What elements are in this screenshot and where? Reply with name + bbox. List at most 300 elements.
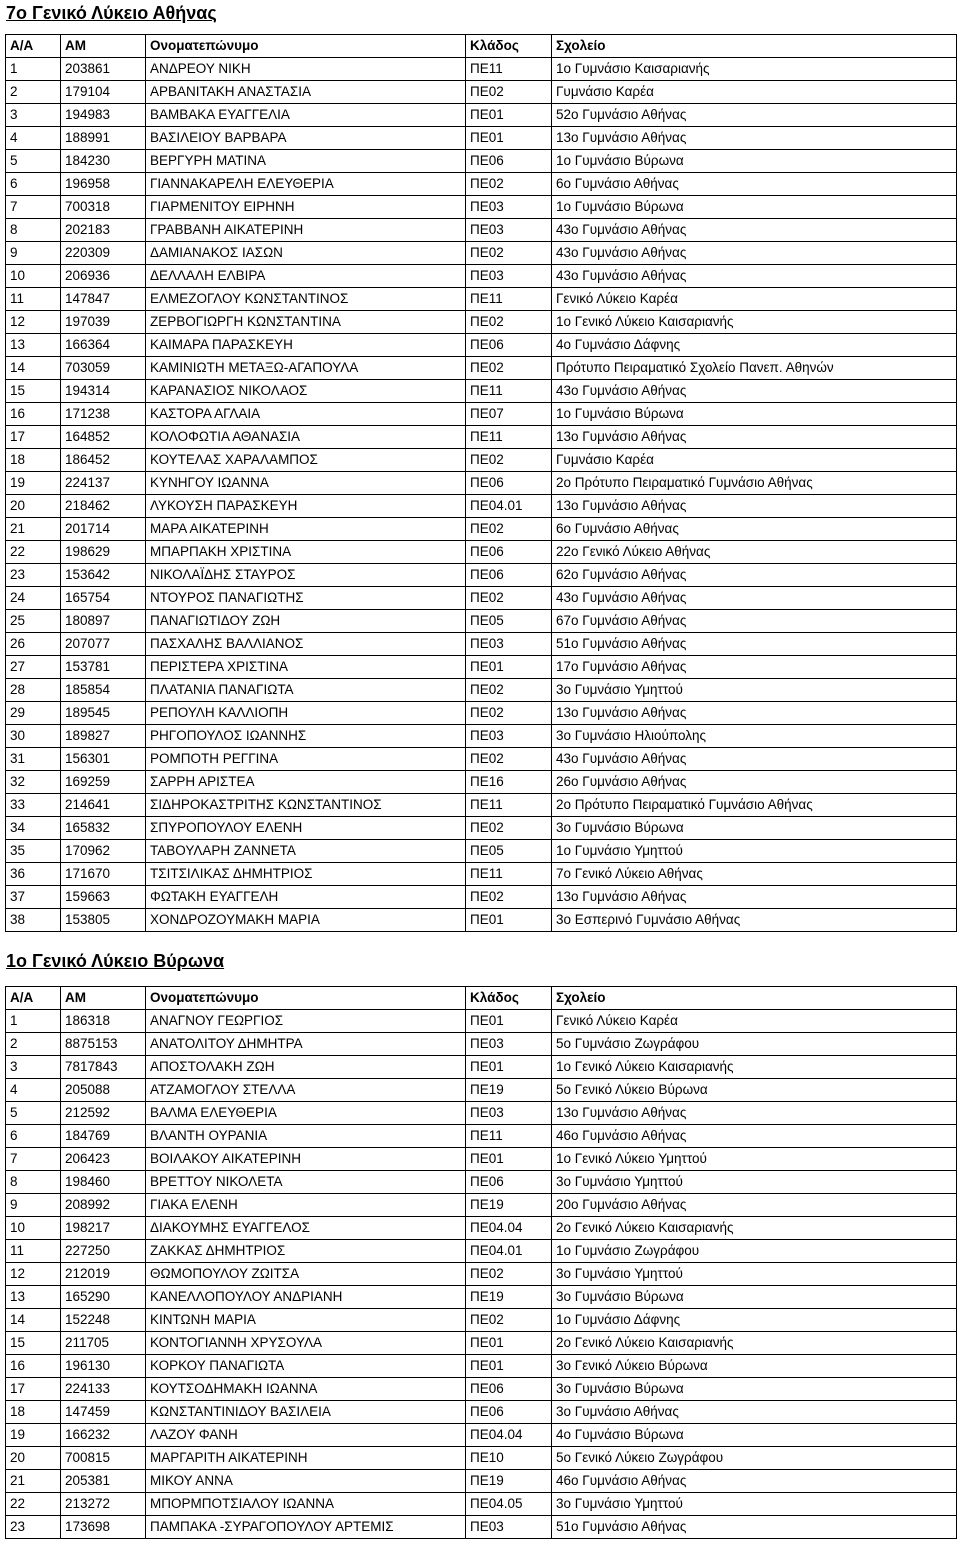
table-row bbox=[6, 311, 957, 334]
am-cell: 703059 bbox=[61, 357, 146, 380]
am-cell: 165290 bbox=[61, 1286, 146, 1309]
am-cell: 184230 bbox=[61, 150, 146, 173]
klados-cell: ΠΕ06 bbox=[466, 334, 552, 357]
school-cell: 6ο Γυμνάσιο Αθήνας bbox=[552, 518, 957, 541]
school-cell: Γυμνάσιο Καρέα bbox=[552, 81, 957, 104]
aa-cell: 35 bbox=[6, 840, 61, 863]
aa-cell: 27 bbox=[6, 656, 61, 679]
staff-table bbox=[5, 986, 957, 1539]
am-cell: 153805 bbox=[61, 909, 146, 932]
table-row bbox=[6, 1056, 957, 1079]
klados-cell: ΠΕ03 bbox=[466, 633, 552, 656]
aa-cell: 16 bbox=[6, 403, 61, 426]
am-cell: 214641 bbox=[61, 794, 146, 817]
school-cell: 3ο Γυμνάσιο Υμηττού bbox=[552, 1263, 957, 1286]
klados-cell: ΠΕ16 bbox=[466, 771, 552, 794]
name-cell: ΜΑΡΑ ΑΙΚΑΤΕΡΙΝΗ bbox=[146, 518, 466, 541]
name-cell: ΧΟΝΔΡΟΖΟΥΜΑΚΗ ΜΑΡΙΑ bbox=[146, 909, 466, 932]
name-cell: ΓΡΑΒΒΑΝΗ ΑΙΚΑΤΕΡΙΝΗ bbox=[146, 219, 466, 242]
aa-cell: 34 bbox=[6, 817, 61, 840]
school-cell: 1ο Γενικό Λύκειο Καισαριανής bbox=[552, 311, 957, 334]
aa-cell: 31 bbox=[6, 748, 61, 771]
aa-cell: 11 bbox=[6, 288, 61, 311]
table-row bbox=[6, 104, 957, 127]
name-cell: ΔΙΑΚΟΥΜΗΣ ΕΥΑΓΓΕΛΟΣ bbox=[146, 1217, 466, 1240]
klados-cell: ΠΕ02 bbox=[466, 748, 552, 771]
aa-cell: 38 bbox=[6, 909, 61, 932]
name-cell: ΠΕΡΙΣΤΕΡΑ ΧΡΙΣΤΙΝΑ bbox=[146, 656, 466, 679]
am-cell: 224133 bbox=[61, 1378, 146, 1401]
school-cell: 1ο Γενικό Λύκειο Υμηττού bbox=[552, 1148, 957, 1171]
school-cell: 13ο Γυμνάσιο Αθήνας bbox=[552, 426, 957, 449]
klados-cell: ΠΕ01 bbox=[466, 656, 552, 679]
name-cell: ΚΟΛΟΦΩΤΙΑ ΑΘΑΝΑΣΙΑ bbox=[146, 426, 466, 449]
am-cell: 212019 bbox=[61, 1263, 146, 1286]
am-cell: 179104 bbox=[61, 81, 146, 104]
am-cell: 205381 bbox=[61, 1470, 146, 1493]
am-cell: 170962 bbox=[61, 840, 146, 863]
aa-cell: 17 bbox=[6, 426, 61, 449]
klados-cell: ΠΕ01 bbox=[466, 1056, 552, 1079]
klados-cell: ΠΕ03 bbox=[466, 725, 552, 748]
name-cell: ΒΛΑΝΤΗ ΟΥΡΑΝΙΑ bbox=[146, 1125, 466, 1148]
klados-cell: ΠΕ04.04 bbox=[466, 1217, 552, 1240]
am-cell: 198460 bbox=[61, 1171, 146, 1194]
am-cell: 188991 bbox=[61, 127, 146, 150]
am-cell: 169259 bbox=[61, 771, 146, 794]
table-row bbox=[6, 1355, 957, 1378]
school-cell: 62ο Γυμνάσιο Αθήνας bbox=[552, 564, 957, 587]
table-row bbox=[6, 1401, 957, 1424]
am-cell: 171238 bbox=[61, 403, 146, 426]
aa-cell: 16 bbox=[6, 1355, 61, 1378]
school-cell: 13ο Γυμνάσιο Αθήνας bbox=[552, 495, 957, 518]
aa-cell: 20 bbox=[6, 1447, 61, 1470]
school-cell: 5ο Γυμνάσιο Ζωγράφου bbox=[552, 1033, 957, 1056]
school-cell: 4ο Γυμνάσιο Δάφνης bbox=[552, 334, 957, 357]
name-cell: ΒΟΙΛΑΚΟΥ ΑΙΚΑΤΕΡΙΝΗ bbox=[146, 1148, 466, 1171]
aa-cell: 36 bbox=[6, 863, 61, 886]
name-cell: ΔΑΜΙΑΝΑΚΟΣ ΙΑΣΩΝ bbox=[146, 242, 466, 265]
aa-cell: 13 bbox=[6, 334, 61, 357]
section-title: 7ο Γενικό Λύκειο Αθήνας bbox=[6, 3, 217, 23]
school-cell: 4ο Γυμνάσιο Βύρωνα bbox=[552, 1424, 957, 1447]
table-row bbox=[6, 1516, 957, 1539]
aa-cell: 6 bbox=[6, 1125, 61, 1148]
table-header-row bbox=[6, 35, 957, 58]
am-cell: 173698 bbox=[61, 1516, 146, 1539]
school-cell: 3ο Γυμνάσιο Υμηττού bbox=[552, 1493, 957, 1516]
school-cell: Πρότυπο Πειραματικό Σχολείο Πανεπ. Αθηνών bbox=[552, 357, 957, 380]
school-cell: 1ο Γενικό Λύκειο Καισαριανής bbox=[552, 1056, 957, 1079]
table-row bbox=[6, 748, 957, 771]
am-cell: 213272 bbox=[61, 1493, 146, 1516]
am-cell: 147847 bbox=[61, 288, 146, 311]
aa-cell: 29 bbox=[6, 702, 61, 725]
klados-cell: ΠΕ03 bbox=[466, 1102, 552, 1125]
am-cell: 171670 bbox=[61, 863, 146, 886]
klados-cell: ΠΕ01 bbox=[466, 1010, 552, 1033]
aa-cell: 7 bbox=[6, 1148, 61, 1171]
am-cell: 180897 bbox=[61, 610, 146, 633]
am-cell: 224137 bbox=[61, 472, 146, 495]
table-row bbox=[6, 886, 957, 909]
school-cell: 3ο Γυμνάσιο Υμηττού bbox=[552, 1171, 957, 1194]
klados-cell: ΠΕ07 bbox=[466, 403, 552, 426]
school-cell: 1ο Γυμνάσιο Δάφνης bbox=[552, 1309, 957, 1332]
aa-cell: 3 bbox=[6, 104, 61, 127]
am-cell: 165832 bbox=[61, 817, 146, 840]
table-row bbox=[6, 564, 957, 587]
school-cell: 3ο Γυμνάσιο Βύρωνα bbox=[552, 1378, 957, 1401]
name-cell: ΖΕΡΒΟΓΙΩΡΓΗ ΚΩΝΣΤΑΝΤΙΝΑ bbox=[146, 311, 466, 334]
am-cell: 227250 bbox=[61, 1240, 146, 1263]
name-cell: ΛΥΚΟΥΣΗ ΠΑΡΑΣΚΕΥΗ bbox=[146, 495, 466, 518]
table-row bbox=[6, 472, 957, 495]
table-row bbox=[6, 196, 957, 219]
table-row bbox=[6, 150, 957, 173]
name-cell: ΚΟΥΤΕΛΑΣ ΧΑΡΑΛΑΜΠΟΣ bbox=[146, 449, 466, 472]
am-cell: 198629 bbox=[61, 541, 146, 564]
klados-cell: ΠΕ11 bbox=[466, 794, 552, 817]
klados-cell: ΠΕ11 bbox=[466, 58, 552, 81]
school-cell: 51ο Γυμνάσιο Αθήνας bbox=[552, 1516, 957, 1539]
klados-cell: ΠΕ01 bbox=[466, 104, 552, 127]
klados-cell: ΠΕ04.05 bbox=[466, 1493, 552, 1516]
klados-cell: ΠΕ02 bbox=[466, 311, 552, 334]
am-cell: 194983 bbox=[61, 104, 146, 127]
klados-cell: ΠΕ06 bbox=[466, 150, 552, 173]
table-row bbox=[6, 610, 957, 633]
aa-cell: 11 bbox=[6, 1240, 61, 1263]
table-row bbox=[6, 725, 957, 748]
school-cell: 3ο Γυμνάσιο Υμηττού bbox=[552, 679, 957, 702]
aa-cell: 8 bbox=[6, 219, 61, 242]
name-cell: ΑΠΟΣΤΟΛΑΚΗ ΖΩΗ bbox=[146, 1056, 466, 1079]
name-cell: ΤΑΒΟΥΛΑΡΗ ΖΑΝΝΕΤΑ bbox=[146, 840, 466, 863]
klados-cell: ΠΕ03 bbox=[466, 1033, 552, 1056]
name-cell: ΓΙΑΝΝΑΚΑΡΕΛΗ ΕΛΕΥΘΕΡΙΑ bbox=[146, 173, 466, 196]
school-cell: 1ο Γυμνάσιο Καισαριανής bbox=[552, 58, 957, 81]
klados-cell: ΠΕ02 bbox=[466, 587, 552, 610]
name-cell: ΜΑΡΓΑΡΙΤΗ ΑΙΚΑΤΕΡΙΝΗ bbox=[146, 1447, 466, 1470]
name-cell: ΑΝΑΓΝΟΥ ΓΕΩΡΓΙΟΣ bbox=[146, 1010, 466, 1033]
am-cell: 208992 bbox=[61, 1194, 146, 1217]
school-cell: 1ο Γυμνάσιο Βύρωνα bbox=[552, 150, 957, 173]
am-cell: 164852 bbox=[61, 426, 146, 449]
name-cell: ΕΛΜΕΖΟΓΛΟΥ ΚΩΝΣΤΑΝΤΙΝΟΣ bbox=[146, 288, 466, 311]
table-row bbox=[6, 656, 957, 679]
klados-cell: ΠΕ06 bbox=[466, 1378, 552, 1401]
klados-cell: ΠΕ01 bbox=[466, 909, 552, 932]
klados-cell: ΠΕ01 bbox=[466, 1332, 552, 1355]
aa-cell: 32 bbox=[6, 771, 61, 794]
name-cell: ΘΩΜΟΠΟΥΛΟΥ ΖΩΙΤΣΑ bbox=[146, 1263, 466, 1286]
column-header-aa: Α/Α bbox=[6, 987, 61, 1010]
school-cell: 2ο Πρότυπο Πειραματικό Γυμνάσιο Αθήνας bbox=[552, 794, 957, 817]
name-cell: ΚΑΝΕΛΛΟΠΟΥΛΟΥ ΑΝΔΡΙΑΝΗ bbox=[146, 1286, 466, 1309]
klados-cell: ΠΕ05 bbox=[466, 840, 552, 863]
table-row bbox=[6, 909, 957, 932]
klados-cell: ΠΕ06 bbox=[466, 1401, 552, 1424]
aa-cell: 19 bbox=[6, 472, 61, 495]
am-cell: 156301 bbox=[61, 748, 146, 771]
name-cell: ΡΕΠΟΥΛΗ ΚΑΛΛΙΟΠΗ bbox=[146, 702, 466, 725]
am-cell: 184769 bbox=[61, 1125, 146, 1148]
klados-cell: ΠΕ02 bbox=[466, 518, 552, 541]
table-row bbox=[6, 702, 957, 725]
name-cell: ΒΑΣΙΛΕΙΟΥ ΒΑΡΒΑΡΑ bbox=[146, 127, 466, 150]
column-header-aa: Α/Α bbox=[6, 35, 61, 58]
klados-cell: ΠΕ06 bbox=[466, 472, 552, 495]
name-cell: ΑΤΖΑΜΟΓΛΟΥ ΣΤΕΛΛΑ bbox=[146, 1079, 466, 1102]
school-cell: 2ο Γενικό Λύκειο Καισαριανής bbox=[552, 1332, 957, 1355]
name-cell: ΑΡΒΑΝΙΤΑΚΗ ΑΝΑΣΤΑΣΙΑ bbox=[146, 81, 466, 104]
table-row bbox=[6, 840, 957, 863]
school-cell: 51ο Γυμνάσιο Αθήνας bbox=[552, 633, 957, 656]
school-cell: 43ο Γυμνάσιο Αθήνας bbox=[552, 748, 957, 771]
table-row bbox=[6, 1033, 957, 1056]
am-cell: 152248 bbox=[61, 1309, 146, 1332]
am-cell: 206423 bbox=[61, 1148, 146, 1171]
school-cell: 5ο Γενικό Λύκειο Βύρωνα bbox=[552, 1079, 957, 1102]
table-row bbox=[6, 219, 957, 242]
school-cell: 6ο Γυμνάσιο Αθήνας bbox=[552, 173, 957, 196]
school-cell: 46ο Γυμνάσιο Αθήνας bbox=[552, 1470, 957, 1493]
klados-cell: ΠΕ02 bbox=[466, 449, 552, 472]
klados-cell: ΠΕ03 bbox=[466, 196, 552, 219]
aa-cell: 17 bbox=[6, 1378, 61, 1401]
aa-cell: 9 bbox=[6, 1194, 61, 1217]
table-row bbox=[6, 1309, 957, 1332]
column-header-klados: Κλάδος bbox=[466, 987, 552, 1010]
klados-cell: ΠΕ19 bbox=[466, 1079, 552, 1102]
klados-cell: ΠΕ02 bbox=[466, 817, 552, 840]
name-cell: ΝΙΚΟΛΑΪΔΗΣ ΣΤΑΥΡΟΣ bbox=[146, 564, 466, 587]
school-cell: 67ο Γυμνάσιο Αθήνας bbox=[552, 610, 957, 633]
section-title: 1ο Γενικό Λύκειο Βύρωνα bbox=[6, 951, 225, 971]
am-cell: 212592 bbox=[61, 1102, 146, 1125]
name-cell: ΓΙΑΡΜΕΝΙΤΟΥ ΕΙΡΗΝΗ bbox=[146, 196, 466, 219]
aa-cell: 14 bbox=[6, 1309, 61, 1332]
table-row bbox=[6, 1079, 957, 1102]
table-row bbox=[6, 173, 957, 196]
name-cell: ΒΕΡΓΥΡΗ ΜΑΤΙΝΑ bbox=[146, 150, 466, 173]
table-row bbox=[6, 1332, 957, 1355]
table-row bbox=[6, 518, 957, 541]
table-row bbox=[6, 403, 957, 426]
school-cell: 52ο Γυμνάσιο Αθήνας bbox=[552, 104, 957, 127]
klados-cell: ΠΕ01 bbox=[466, 1355, 552, 1378]
school-cell: 1ο Γυμνάσιο Υμηττού bbox=[552, 840, 957, 863]
name-cell: ΚΩΝΣΤΑΝΤΙΝΙΔΟΥ ΒΑΣΙΛΕΙΑ bbox=[146, 1401, 466, 1424]
am-cell: 202183 bbox=[61, 219, 146, 242]
school-cell: Γενικό Λύκειο Καρέα bbox=[552, 1010, 957, 1033]
table-row bbox=[6, 1424, 957, 1447]
table-row bbox=[6, 633, 957, 656]
am-cell: 153642 bbox=[61, 564, 146, 587]
table-row bbox=[6, 1010, 957, 1033]
aa-cell: 10 bbox=[6, 1217, 61, 1240]
am-cell: 197039 bbox=[61, 311, 146, 334]
school-cell: 13ο Γυμνάσιο Αθήνας bbox=[552, 1102, 957, 1125]
school-cell: 43ο Γυμνάσιο Αθήνας bbox=[552, 380, 957, 403]
am-cell: 159663 bbox=[61, 886, 146, 909]
klados-cell: ΠΕ04.04 bbox=[466, 1424, 552, 1447]
aa-cell: 28 bbox=[6, 679, 61, 702]
school-cell: 43ο Γυμνάσιο Αθήνας bbox=[552, 265, 957, 288]
table-row bbox=[6, 265, 957, 288]
am-cell: 205088 bbox=[61, 1079, 146, 1102]
table-row bbox=[6, 1217, 957, 1240]
aa-cell: 21 bbox=[6, 518, 61, 541]
name-cell: ΔΕΛΛΑΛΗ ΕΛΒΙΡΑ bbox=[146, 265, 466, 288]
school-cell: Γυμνάσιο Καρέα bbox=[552, 449, 957, 472]
aa-cell: 19 bbox=[6, 1424, 61, 1447]
klados-cell: ΠΕ02 bbox=[466, 81, 552, 104]
table-row bbox=[6, 127, 957, 150]
am-cell: 220309 bbox=[61, 242, 146, 265]
aa-cell: 15 bbox=[6, 380, 61, 403]
name-cell: ΣΠΥΡΟΠΟΥΛΟΥ ΕΛΕΝΗ bbox=[146, 817, 466, 840]
aa-cell: 15 bbox=[6, 1332, 61, 1355]
aa-cell: 23 bbox=[6, 1516, 61, 1539]
aa-cell: 3 bbox=[6, 1056, 61, 1079]
table-header-row bbox=[6, 987, 957, 1010]
am-cell: 207077 bbox=[61, 633, 146, 656]
name-cell: ΜΙΚΟΥ ΑΝΝΑ bbox=[146, 1470, 466, 1493]
name-cell: ΚΟΡΚΟΥ ΠΑΝΑΓΙΩΤΑ bbox=[146, 1355, 466, 1378]
table-row bbox=[6, 1171, 957, 1194]
klados-cell: ΠΕ02 bbox=[466, 242, 552, 265]
aa-cell: 6 bbox=[6, 173, 61, 196]
school-cell: 3ο Γυμνάσιο Βύρωνα bbox=[552, 817, 957, 840]
school-cell: 20ο Γυμνάσιο Αθήνας bbox=[552, 1194, 957, 1217]
aa-cell: 24 bbox=[6, 587, 61, 610]
klados-cell: ΠΕ02 bbox=[466, 1263, 552, 1286]
aa-cell: 22 bbox=[6, 541, 61, 564]
table-row bbox=[6, 242, 957, 265]
am-cell: 201714 bbox=[61, 518, 146, 541]
school-cell: 1ο Γυμνάσιο Ζωγράφου bbox=[552, 1240, 957, 1263]
school-cell: 3ο Εσπερινό Γυμνάσιο Αθήνας bbox=[552, 909, 957, 932]
school-cell: 3ο Γενικό Λύκειο Βύρωνα bbox=[552, 1355, 957, 1378]
am-cell: 186318 bbox=[61, 1010, 146, 1033]
aa-cell: 18 bbox=[6, 449, 61, 472]
am-cell: 189827 bbox=[61, 725, 146, 748]
school-cell: 2ο Γενικό Λύκειο Καισαριανής bbox=[552, 1217, 957, 1240]
name-cell: ΒΑΜΒΑΚΑ ΕΥΑΓΓΕΛΙΑ bbox=[146, 104, 466, 127]
name-cell: ΜΠΑΡΠΑΚΗ ΧΡΙΣΤΙΝΑ bbox=[146, 541, 466, 564]
am-cell: 196130 bbox=[61, 1355, 146, 1378]
klados-cell: ΠΕ10 bbox=[466, 1447, 552, 1470]
klados-cell: ΠΕ03 bbox=[466, 1516, 552, 1539]
aa-cell: 33 bbox=[6, 794, 61, 817]
column-header-am: ΑΜ bbox=[61, 35, 146, 58]
klados-cell: ΠΕ02 bbox=[466, 173, 552, 196]
name-cell: ΚΟΥΤΣΟΔΗΜΑΚΗ ΙΩΑΝΝΑ bbox=[146, 1378, 466, 1401]
table-row bbox=[6, 1102, 957, 1125]
name-cell: ΚΟΝΤΟΓΙΑΝΝΗ ΧΡΥΣΟΥΛΑ bbox=[146, 1332, 466, 1355]
am-cell: 147459 bbox=[61, 1401, 146, 1424]
table-row bbox=[6, 1447, 957, 1470]
am-cell: 166364 bbox=[61, 334, 146, 357]
table-row bbox=[6, 587, 957, 610]
am-cell: 194314 bbox=[61, 380, 146, 403]
table-row bbox=[6, 1125, 957, 1148]
school-cell: 43ο Γυμνάσιο Αθήνας bbox=[552, 219, 957, 242]
table-row bbox=[6, 679, 957, 702]
name-cell: ΑΝΔΡΕΟΥ ΝΙΚΗ bbox=[146, 58, 466, 81]
school-cell: Γενικό Λύκειο Καρέα bbox=[552, 288, 957, 311]
aa-cell: 14 bbox=[6, 357, 61, 380]
table-row bbox=[6, 1286, 957, 1309]
am-cell: 218462 bbox=[61, 495, 146, 518]
klados-cell: ΠΕ04.01 bbox=[466, 1240, 552, 1263]
school-cell: 5ο Γενικό Λύκειο Ζωγράφου bbox=[552, 1447, 957, 1470]
aa-cell: 2 bbox=[6, 81, 61, 104]
table-row bbox=[6, 1493, 957, 1516]
am-cell: 185854 bbox=[61, 679, 146, 702]
table-row bbox=[6, 449, 957, 472]
aa-cell: 10 bbox=[6, 265, 61, 288]
school-cell: 13ο Γυμνάσιο Αθήνας bbox=[552, 702, 957, 725]
klados-cell: ΠΕ02 bbox=[466, 357, 552, 380]
column-header-name: Ονοματεπώνυμο bbox=[146, 35, 466, 58]
table-row bbox=[6, 334, 957, 357]
am-cell: 7817843 bbox=[61, 1056, 146, 1079]
name-cell: ΓΙΑΚΑ ΕΛΕΝΗ bbox=[146, 1194, 466, 1217]
klados-cell: ΠΕ03 bbox=[466, 265, 552, 288]
name-cell: ΣΙΔΗΡΟΚΑΣΤΡΙΤΗΣ ΚΩΝΣΤΑΝΤΙΝΟΣ bbox=[146, 794, 466, 817]
column-header-school: Σχολείο bbox=[552, 987, 957, 1010]
table-row bbox=[6, 1240, 957, 1263]
name-cell: ΠΛΑΤΑΝΙΑ ΠΑΝΑΓΙΩΤΑ bbox=[146, 679, 466, 702]
aa-cell: 1 bbox=[6, 1010, 61, 1033]
column-header-klados: Κλάδος bbox=[466, 35, 552, 58]
school-cell: 43ο Γυμνάσιο Αθήνας bbox=[552, 587, 957, 610]
name-cell: ΤΣΙΤΣΙΛΙΚΑΣ ΔΗΜΗΤΡΙΟΣ bbox=[146, 863, 466, 886]
aa-cell: 22 bbox=[6, 1493, 61, 1516]
school-cell: 22ο Γενικό Λύκειο Αθήνας bbox=[552, 541, 957, 564]
name-cell: ΒΡΕΤΤΟΥ ΝΙΚΟΛΕΤΑ bbox=[146, 1171, 466, 1194]
am-cell: 186452 bbox=[61, 449, 146, 472]
klados-cell: ΠΕ11 bbox=[466, 426, 552, 449]
column-header-am: ΑΜ bbox=[61, 987, 146, 1010]
am-cell: 196958 bbox=[61, 173, 146, 196]
am-cell: 700815 bbox=[61, 1447, 146, 1470]
school-cell: 3ο Γυμνάσιο Ηλιούπολης bbox=[552, 725, 957, 748]
name-cell: ΝΤΟΥΡΟΣ ΠΑΝΑΓΙΩΤΗΣ bbox=[146, 587, 466, 610]
klados-cell: ΠΕ11 bbox=[466, 380, 552, 403]
aa-cell: 4 bbox=[6, 1079, 61, 1102]
klados-cell: ΠΕ11 bbox=[466, 288, 552, 311]
aa-cell: 5 bbox=[6, 1102, 61, 1125]
name-cell: ΠΑΣΧΑΛΗΣ ΒΑΛΛΙΑΝΟΣ bbox=[146, 633, 466, 656]
klados-cell: ΠΕ02 bbox=[466, 886, 552, 909]
name-cell: ΚΑΡΑΝΑΣΙΟΣ ΝΙΚΟΛΑΟΣ bbox=[146, 380, 466, 403]
school-cell: 2ο Πρότυπο Πειραματικό Γυμνάσιο Αθήνας bbox=[552, 472, 957, 495]
name-cell: ΒΑΛΜΑ ΕΛΕΥΘΕΡΙΑ bbox=[146, 1102, 466, 1125]
aa-cell: 13 bbox=[6, 1286, 61, 1309]
school-cell: 13ο Γυμνάσιο Αθήνας bbox=[552, 127, 957, 150]
name-cell: ΜΠΟΡΜΠΟΤΣΙΑΛΟΥ ΙΩΑΝΝΑ bbox=[146, 1493, 466, 1516]
aa-cell: 20 bbox=[6, 495, 61, 518]
klados-cell: ΠΕ11 bbox=[466, 863, 552, 886]
table-row bbox=[6, 1378, 957, 1401]
table-row bbox=[6, 357, 957, 380]
table-row bbox=[6, 863, 957, 886]
